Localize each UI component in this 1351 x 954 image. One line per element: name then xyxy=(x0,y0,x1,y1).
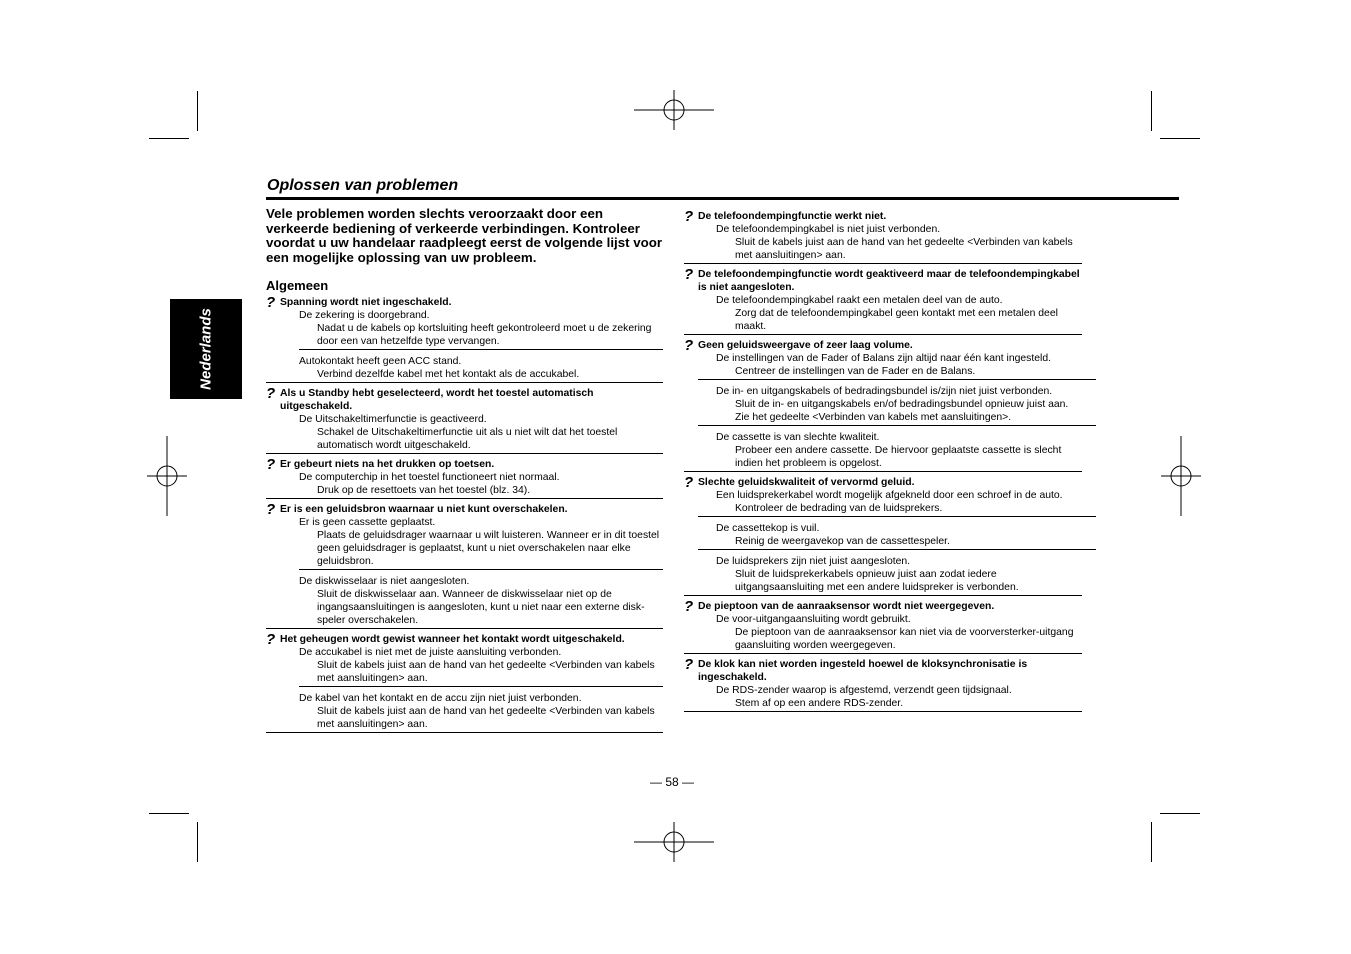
question-mark-icon: ? xyxy=(266,385,276,402)
right-column xyxy=(684,206,1081,712)
sub-divider xyxy=(698,425,1096,426)
question-mark-icon: ? xyxy=(266,631,276,648)
problem-divider xyxy=(266,453,663,454)
problem-title: Er is een geluidsbron waarnaar u niet kunt overschakelen. xyxy=(280,504,568,515)
remedy-text: Druk op de resettoets van het toestel (blz. 34). xyxy=(317,485,531,496)
problem-title: Geen geluidsweergave of zeer laag volume. xyxy=(698,340,913,351)
cause-text: De telefoondempingkabel is niet juist verbonden. xyxy=(716,224,941,235)
problem-question xyxy=(684,600,1081,613)
intro-text: Vele problemen worden slechts veroorzaakt door een verkeerde bediening of verkeerde verbindingen. Kontroleer voordat u uw handelaar raadpleegt eerst de volgende lijst voor een mogelijke oplossing van uw probleem. xyxy=(266,206,663,265)
cause-text: De voor-uitgangaansluiting wordt gebruikt. xyxy=(716,614,911,625)
cause-text: De luidsprekers zijn niet juist aangesloten. xyxy=(716,556,911,567)
cause-text: Autokontakt heeft geen ACC stand. xyxy=(299,356,462,367)
cause-text: De in- en uitgangskabels of bedradingsbundel is/zijn niet juist verbonden. xyxy=(716,386,1053,397)
remedy-text: Zorg dat de telefoondempingkabel geen kontakt met een metalen deel maakt. xyxy=(735,308,1058,332)
problem-divider xyxy=(684,263,1082,264)
question-mark-icon: ? xyxy=(266,456,276,473)
problem-question xyxy=(684,210,1081,223)
title-rule xyxy=(266,197,1179,200)
remedy-text: Sluit de in- en uitgangskabels en/of bedradingsbundel opnieuw juist aan. Zie het gedeelte <Verbinden van kabels met aansluitingen>. xyxy=(735,399,1069,423)
cause-text: De cassettekop is vuil. xyxy=(716,523,820,534)
problem-block xyxy=(684,476,1081,596)
problem-title: Het geheugen wordt gewist wanneer het kontakt wordt uitgeschakeld. xyxy=(280,634,625,645)
remedy-text: Stem af op een andere RDS-zender. xyxy=(735,698,904,709)
registration-mark-icon xyxy=(147,436,187,516)
question-mark-icon: ? xyxy=(684,656,694,673)
problem-block xyxy=(684,339,1081,472)
question-mark-icon: ? xyxy=(684,337,694,354)
crop-mark xyxy=(1160,138,1200,139)
problem-question xyxy=(684,339,1081,352)
left-column xyxy=(266,206,663,733)
cause-text: De computerchip in het toestel functioneert niet normaal. xyxy=(299,472,560,483)
problem-divider xyxy=(684,653,1082,654)
problem-title: De pieptoon van de aanraaksensor wordt niet weergegeven. xyxy=(698,601,995,612)
problem-list-left xyxy=(266,296,663,733)
registration-mark-icon xyxy=(1161,436,1201,516)
problem-block xyxy=(684,600,1081,654)
cause-text: De instellingen van de Fader of Balans zijn altijd naar één kant ingesteld. xyxy=(716,353,1052,364)
problem-question xyxy=(266,633,663,646)
remedy-text: Reinig de weergavekop van de cassettespeler. xyxy=(735,536,950,547)
crop-mark xyxy=(1160,813,1200,814)
problem-block xyxy=(266,458,663,499)
problem-block xyxy=(684,268,1081,335)
problem-question xyxy=(266,503,663,516)
cause-text: De RDS-zender waarop is afgestemd, verzendt geen tijdsignaal. xyxy=(716,685,1012,696)
sub-divider xyxy=(299,349,663,350)
problem-block xyxy=(266,387,663,454)
sub-divider xyxy=(698,516,1096,517)
problem-title: Als u Standby hebt geselecteerd, wordt het toestel automatisch uitgeschakeld. xyxy=(280,388,594,412)
question-mark-icon: ? xyxy=(266,294,276,311)
problem-question xyxy=(684,658,1081,684)
cause-text: De zekering is doorgebrand. xyxy=(299,310,430,321)
remedy-text: Schakel de Uitschakeltimerfunctie uit als u niet wilt dat het toestel automatisch wordt uitgeschakeld. xyxy=(317,427,618,451)
problem-block xyxy=(684,210,1081,264)
problem-divider xyxy=(684,334,1082,335)
problem-list-right xyxy=(684,210,1081,712)
crop-mark xyxy=(197,91,198,131)
remedy-text: Verbind dezelfde kabel met het kontakt als de accukabel. xyxy=(317,369,580,380)
problem-question xyxy=(266,296,663,309)
problem-question xyxy=(266,387,663,413)
question-mark-icon: ? xyxy=(266,501,276,518)
cause-text: De telefoondempingkabel raakt een metalen deel van de auto. xyxy=(716,295,1003,306)
cause-text: De cassette is van slechte kwaliteit. xyxy=(716,432,880,443)
problem-title: De telefoondempingfunctie wordt geaktiveerd maar de telefoondempingkabel is niet aangesloten. xyxy=(698,269,1080,293)
question-mark-icon: ? xyxy=(684,474,694,491)
sub-divider xyxy=(698,549,1096,550)
problem-divider xyxy=(684,711,1082,712)
remedy-text: Sluit de luidsprekerkabels opnieuw juist aan zodat iedere uitgangsaansluiting met een andere luidspreker is verbonden. xyxy=(735,569,1019,593)
problem-block xyxy=(266,296,663,383)
sub-divider xyxy=(299,569,663,570)
cause-text: De accukabel is niet met de juiste aansluiting verbonden. xyxy=(299,647,562,658)
cause-text: De Uitschakeltimerfunctie is geactiveerd. xyxy=(299,414,487,425)
crop-mark xyxy=(197,822,198,862)
question-mark-icon: ? xyxy=(684,598,694,615)
registration-mark-icon xyxy=(634,90,714,130)
problem-divider xyxy=(266,498,663,499)
page-title: Oplossen van problemen xyxy=(267,177,459,194)
remedy-text: De pieptoon van de aanraaksensor kan niet via de voorversterker-uitgang gaansluiting worden weergegeven. xyxy=(735,627,1074,651)
problem-block xyxy=(684,658,1081,712)
problem-question xyxy=(266,458,663,471)
problem-divider xyxy=(266,628,663,629)
cause-text: Een luidsprekerkabel wordt mogelijk afgekneld door een schroef in de auto. xyxy=(716,490,1063,501)
problem-question xyxy=(684,268,1081,294)
problem-block xyxy=(266,633,663,733)
problem-divider xyxy=(684,471,1082,472)
crop-mark xyxy=(149,138,189,139)
sub-divider xyxy=(299,686,663,687)
problem-divider xyxy=(266,732,663,733)
remedy-text: Kontroleer de bedrading van de luidsprekers. xyxy=(735,503,943,514)
remedy-text: Centreer de instellingen van de Fader en de Balans. xyxy=(735,366,976,377)
problem-title: De telefoondempingfunctie werkt niet. xyxy=(698,211,887,222)
problem-divider xyxy=(684,595,1082,596)
crop-mark xyxy=(1151,91,1152,131)
crop-mark xyxy=(149,813,189,814)
crop-mark xyxy=(1151,822,1152,862)
sub-divider xyxy=(698,379,1096,380)
remedy-text: Sluit de kabels juist aan de hand van het gedeelte <Verbinden van kabels met aansluitingen> aan. xyxy=(735,237,1073,261)
question-mark-icon: ? xyxy=(684,208,694,225)
problem-block xyxy=(266,503,663,629)
cause-text: De diskwisselaar is niet aangesloten. xyxy=(299,576,470,587)
remedy-text: Sluit de kabels juist aan de hand van het gedeelte <Verbinden van kabels met aansluitingen> aan. xyxy=(317,706,655,730)
section-heading: Algemeen xyxy=(266,278,329,293)
language-label: Nederlands xyxy=(197,308,215,390)
remedy-text: Sluit de diskwisselaar aan. Wanneer de diskwisselaar niet op de ingangsaansluitingen is aangesloten, kunt u niet naar een externe disk-speler overschakelen. xyxy=(317,589,645,626)
problem-divider xyxy=(266,382,663,383)
registration-mark-icon xyxy=(634,822,714,862)
cause-text: Er is geen cassette geplaatst. xyxy=(299,517,436,528)
remedy-text: Plaats de geluidsdrager waarnaar u wilt luisteren. Wanneer er in dit toestel geen geluidsdrager is geplaatst, kunt u niet overschakelen naar elke geluidsbron. xyxy=(317,530,660,567)
question-mark-icon: ? xyxy=(684,266,694,283)
remedy-text: Probeer een andere cassette. De hiervoor geplaatste cassette is slecht indien het probleem is opgelost. xyxy=(735,445,1062,469)
problem-title: De klok kan niet worden ingesteld hoewel de kloksynchronisatie is ingeschakeld. xyxy=(698,659,1028,683)
problem-title: Er gebeurt niets na het drukken op toetsen. xyxy=(280,459,495,470)
problem-question xyxy=(684,476,1081,489)
page-number: — 58 — xyxy=(650,775,695,789)
remedy-text: Sluit de kabels juist aan de hand van het gedeelte <Verbinden van kabels met aansluitingen> aan. xyxy=(317,660,655,684)
cause-text: De kabel van het kontakt en de accu zijn niet juist verbonden. xyxy=(299,693,582,704)
problem-title: Slechte geluidskwaliteit of vervormd geluid. xyxy=(698,477,915,488)
remedy-text: Nadat u de kabels op kortsluiting heeft gekontroleerd moet u de zekering door een van hetzelfde type vervangen. xyxy=(317,323,652,347)
problem-title: Spanning wordt niet ingeschakeld. xyxy=(280,297,452,308)
language-side-tab xyxy=(170,299,242,399)
